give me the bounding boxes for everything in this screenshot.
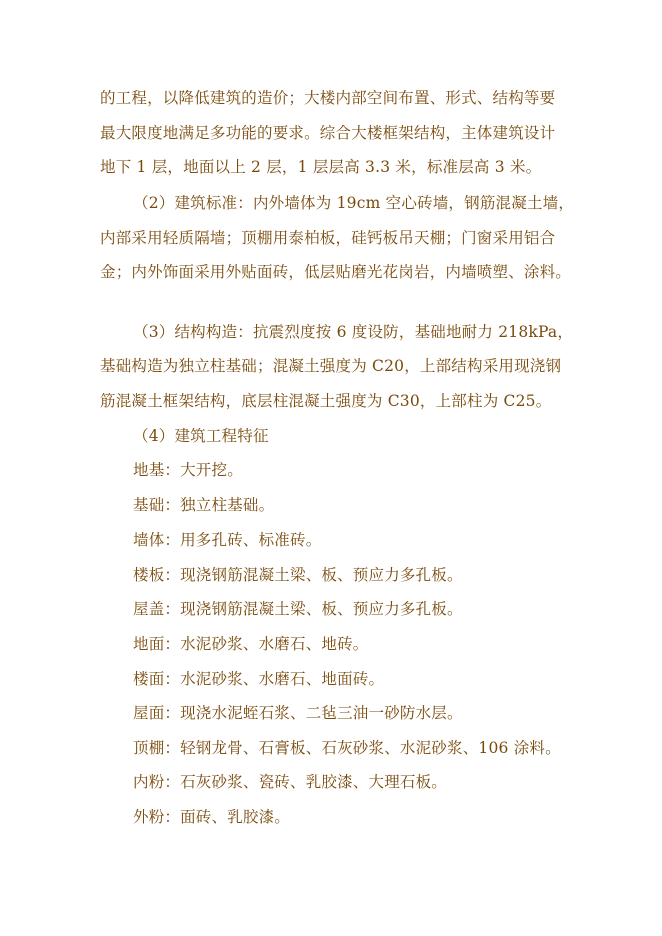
feature-item-interior-finish: 内粉：石灰砂浆、瓷砖、乳胶漆、大理石板。 — [133, 773, 448, 791]
paragraph-line: 筋混凝土框架结构，底层柱混凝土强度为 C30，上部柱为 C25。 — [100, 392, 552, 410]
feature-item-walls: 墙体：用多孔砖、标准砖。 — [133, 531, 322, 549]
section-heading-features: （4）建筑工程特征 — [133, 427, 269, 445]
section-heading-building-standard: （2）建筑标准：内外墙体为 19cm 空心砖墙，钢筋混凝土墙， — [133, 194, 575, 212]
section-heading-structure: （3）结构构造：抗震烈度按 6 度设防，基础地耐力 218kPa， — [133, 323, 574, 341]
feature-item-ceiling: 顶棚：轻钢龙骨、石膏板、石灰砂浆、水泥砂浆、106 涂料。 — [133, 739, 561, 757]
paragraph-line: 的工程，以降低建筑的造价；大楼内部空间布置、形式、结构等要 — [100, 89, 556, 107]
paragraph-line: 金；内外饰面采用外贴面砖，低层贴磨光花岗岩，内墙喷塑、涂料。 — [100, 263, 572, 281]
feature-item-ground-floor: 地面：水泥砂浆、水磨石、地砖。 — [133, 635, 369, 653]
paragraph-line: 内部采用轻质隔墙；顶棚用泰柏板，硅钙板吊天棚；门窗采用铝合 — [100, 229, 556, 247]
feature-item-foundation-excavation: 地基：大开挖。 — [133, 461, 243, 479]
feature-item-floor-slab: 楼板：现浇钢筋混凝土梁、板、预应力多孔板。 — [133, 566, 463, 584]
feature-item-floor-surface: 楼面：水泥砂浆、水磨石、地面砖。 — [133, 670, 385, 688]
feature-item-roof: 屋面：现浇水泥蛭石浆、二毡三油一砂防水层。 — [133, 704, 463, 722]
feature-item-foundation: 基础：独立柱基础。 — [133, 496, 275, 514]
feature-item-roof-cover: 屋盖：现浇钢筋混凝土梁、板、预应力多孔板。 — [133, 600, 463, 618]
paragraph-line: 最大限度地满足多功能的要求。综合大楼框架结构，主体建筑设计 — [100, 124, 556, 142]
paragraph-line: 基础构造为独立柱基础；混凝土强度为 C20，上部结构采用现浇钢 — [100, 357, 562, 375]
paragraph-line: 地下 1 层，地面以上 2 层，1 层层高 3.3 米，标准层高 3 米。 — [100, 158, 542, 176]
feature-item-exterior-finish: 外粉：面砖、乳胶漆。 — [133, 808, 291, 826]
